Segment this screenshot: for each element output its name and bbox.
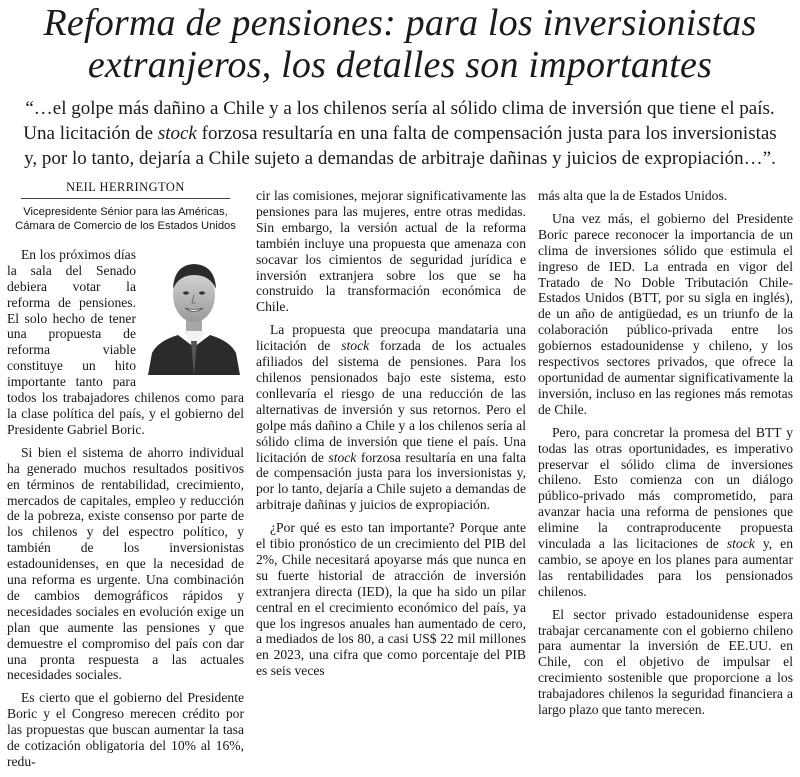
italic-word: stock [726,536,755,552]
article-column-2 [256,188,526,686]
paragraph-text: La propuesta que preocupa mandataria una licitación de [256,322,526,354]
paragraph [256,322,526,513]
author-title: Vicepresidente Sénior para las Américas, Cámara de Comercio de los Estados Unidos [15,205,236,233]
paragraph: ¿Por qué es esto tan importante? Porque ante el tibio pronóstico de un crecimiento del PIB del 2%, Chile necesitará apoyarse más que nunca en su fuerte historial de atracción de inversión extranjera directa (IED), la que ha sido un pilar central en el crecimiento económico del país, ya que los ingresos anuales han aumentado de cero, a mediados de los 80, a casi US$ 22 mil millones en 2023, una cifra que como porcentaje del PIB es seis veces [256,520,526,679]
headline-line-1: Reforma de pensiones: para los inversionistas [43,2,757,44]
pull-quote-line-1: “…el golpe más dañino a Chile y a los chilenos sería al sólido clima de inversión que tiene el país. [25,98,775,119]
paragraph: cir las comisiones, mejorar significativamente las pensiones para las mujeres, entre otras medidas. Sin embargo, la versión actual de la reforma también incluye una propuesta que amenaza con socavar los cimientos de seguridad jurídica e inversión extranjera sobre los que se ha construido la transformación económica de Chile. [256,188,526,315]
paragraph: Si bien el sistema de ahorro individual ha generado muchos resultados positivos en términos de rentabilidad, crecimiento, mercados de capitales, empleo y reducción de la pobreza, existe consenso por parte de los chilenos y del espectro político, y también de los inversionistas estadounidenses, en que la necesidad de una reforma es urgente. Una combinación de cambios demográficos rápidos y necesidades sociales en evolución exige un plan que aumente las pensiones y que demuestre el compromiso del país con dar una pronta respuesta a las actuales necesidades sociales. [7,444,244,683]
pull-quote-italic-word: stock [157,123,197,144]
portrait-icon [144,249,244,375]
pull-quote [8,96,792,171]
paragraph [538,425,793,600]
paragraph [7,247,244,438]
author-photo [144,249,244,375]
italic-word: stock [328,449,357,465]
paragraph-text: En los próximos días la sala del Senado debiera votar la reforma de pensiones. El solo hecho de tener una propuesta de reforma viable constituye un hito importante tanto para todos los trabajadores chilenos como para la clase política del país, y el gobierno del Presidente Gabriel Boric. [7,246,244,437]
pull-quote-line-2 [23,123,776,144]
article-column-1 [7,180,244,777]
italic-word: stock [341,338,370,354]
pull-quote-text: forzosa resultaría en una falta de compensación justa para los inversionistas [196,123,777,144]
paragraph: Es cierto que el gobierno del Presidente Boric y el Congreso merecen crédito por las propuestas que buscan aumentar la tasa de cotización obligatoria del 10% al 16%, redu- [7,690,244,769]
paragraph-text: Pero, para concretar la promesa del BTT y todas las otras oportunidades, es imperativo preservar el sólido clima de inversiones chileno. Esto comienza con un diálogo público-privado más comprometido, para avanzar hacia una reforma de pensiones que elimine la contraproducente propuesta vinculada a las licitaciones de [538,424,793,552]
headline [0,2,800,86]
paragraph-text: forzosa resultaría en una falta de compensación justa para los inversionistas y, por lo tanto, dejaría a Chile sujeto a demandas de arbitraje dañinas y juicios de expropiación. [256,449,526,513]
paragraph-text: forzada de los actuales afiliados del sistema de pensiones. Para los chilenos pensionados bajo este sistema, esto conllevaría el riesgo de una reducción de las alternativas de inversión y sus retornos. Pero el golpe más dañino a Chile y a los chilenos sería al sólido clima de inversión que tiene el país. Una licitación de [256,338,526,465]
pull-quote-line-3: y, por lo tanto, dejaría a Chile sujeto a demandas de arbitraje dañinas y juicios de expropiación…”. [24,148,776,169]
article-column-3 [538,188,793,725]
paragraph: Una vez más, el gobierno del Presidente Boric parece reconocer la importancia de un clima de inversiones sólido que estimula el ingreso de IED. La entrada en vigor del Tratado de No Doble Tributación Chile-Estados Unidos (BTT, por su sigla en inglés), de un año de antigüedad, es un triunfo de la colaboración público-privada entre los gobiernos estadounidense y chileno, y los respectivos sectores privados, que ofrece la oportunidad de aumentar significativamente la inversión, incluso en las regiones más remotas de Chile. [538,210,793,417]
paragraph: El sector privado estadounidense espera trabajar cercanamente con el gobierno chileno para aumentar la inversión de EE.UU. en Chile, con el objetivo de impulsar el crecimiento sostenible que proporcione a los trabajadores chilenos la seguridad financiera a largo plazo que tanto merecen. [538,606,793,718]
author-name: NEIL HERRINGTON [21,180,230,199]
pull-quote-text: Una licitación de [23,123,158,144]
paragraph: más alta que la de Estados Unidos. [538,188,728,203]
headline-line-2: extranjeros, los detalles son importantes [87,44,713,86]
paragraph-text: y, en cambio, se apoye en los planes para aumentar las rentabilidades para los pensionados chilenos. [538,536,793,599]
